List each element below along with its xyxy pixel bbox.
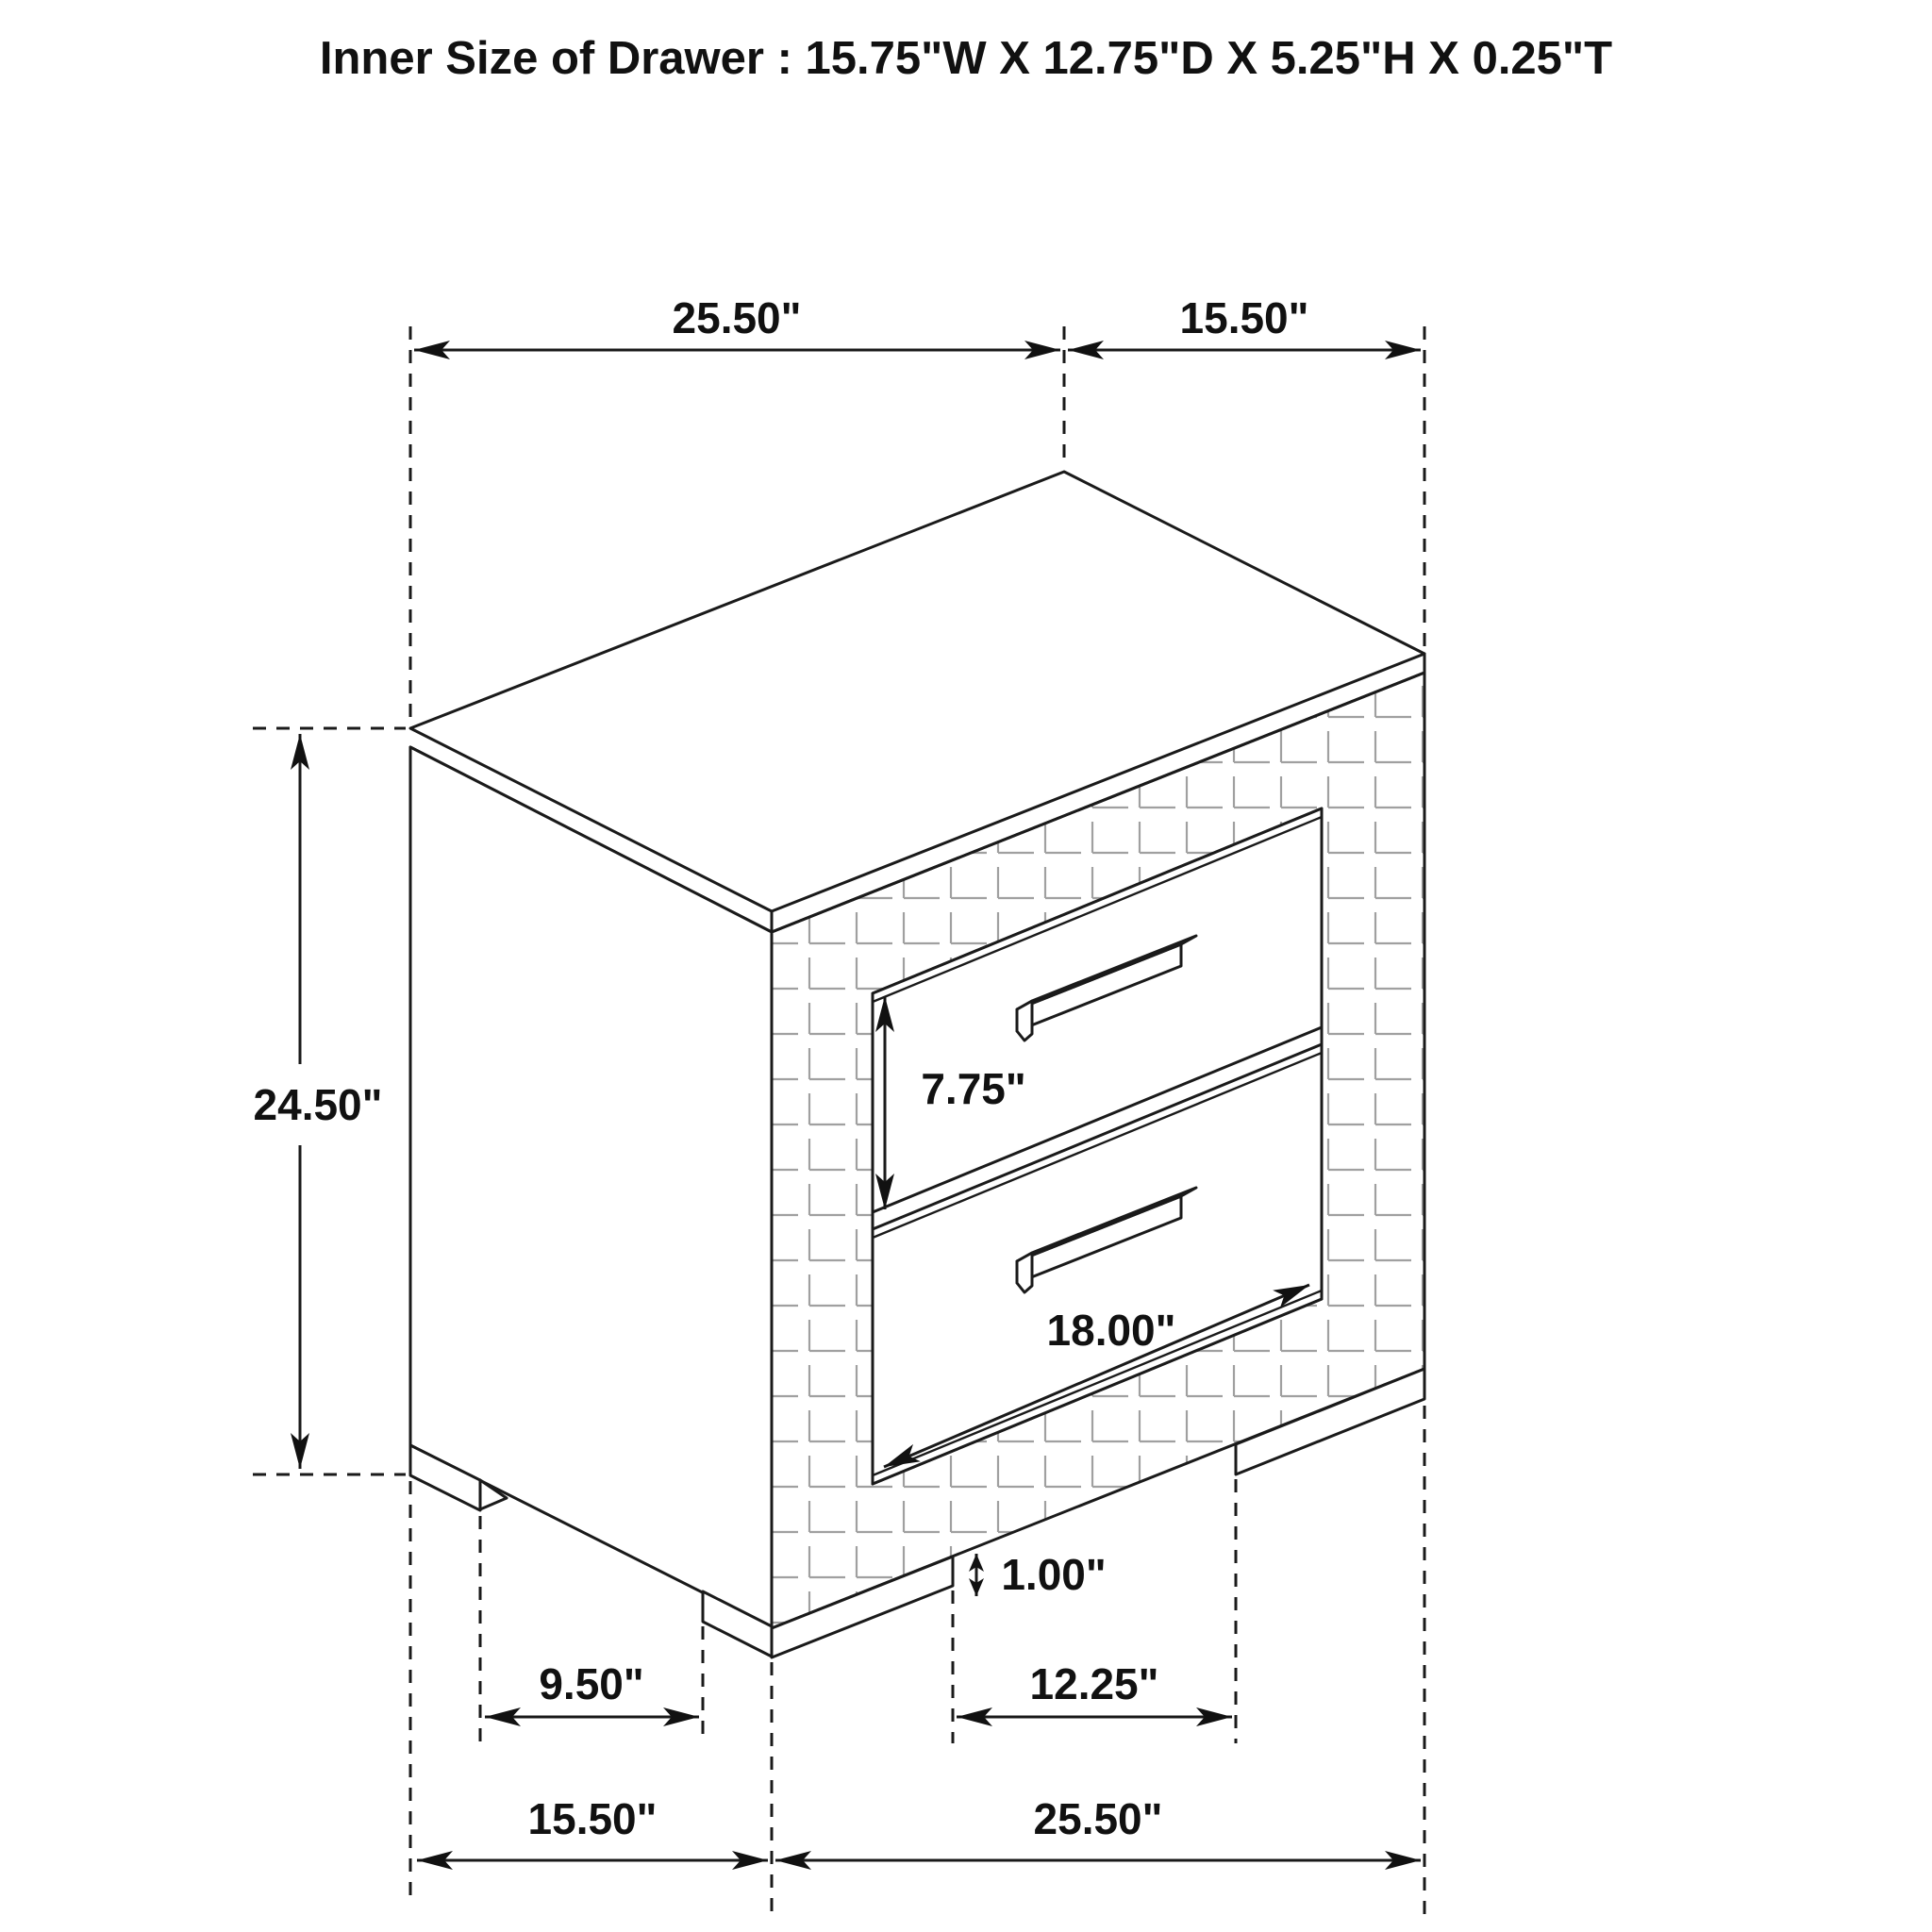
dim-top-width-label: 25.50"	[672, 293, 802, 342]
dim-drawer-height-label: 7.75"	[921, 1064, 1026, 1113]
nightstand	[410, 472, 1424, 1657]
dim-front-gap-label: 12.25"	[1029, 1659, 1159, 1708]
dim-foot-height-label: 1.00"	[1001, 1550, 1107, 1599]
dim-bottom-width-label: 25.50"	[1033, 1794, 1163, 1843]
dim-drawer-width-label: 18.00"	[1046, 1306, 1176, 1355]
dim-bottom-depth-label: 15.50"	[527, 1794, 658, 1843]
dim-height-label: 24.50"	[253, 1080, 383, 1129]
dim-top-depth-label: 15.50"	[1179, 293, 1309, 342]
dim-side-gap-label: 9.50"	[539, 1659, 644, 1708]
page-title: Inner Size of Drawer : 15.75"W X 12.75"D X 5.25"H X 0.25"T	[319, 33, 1613, 84]
